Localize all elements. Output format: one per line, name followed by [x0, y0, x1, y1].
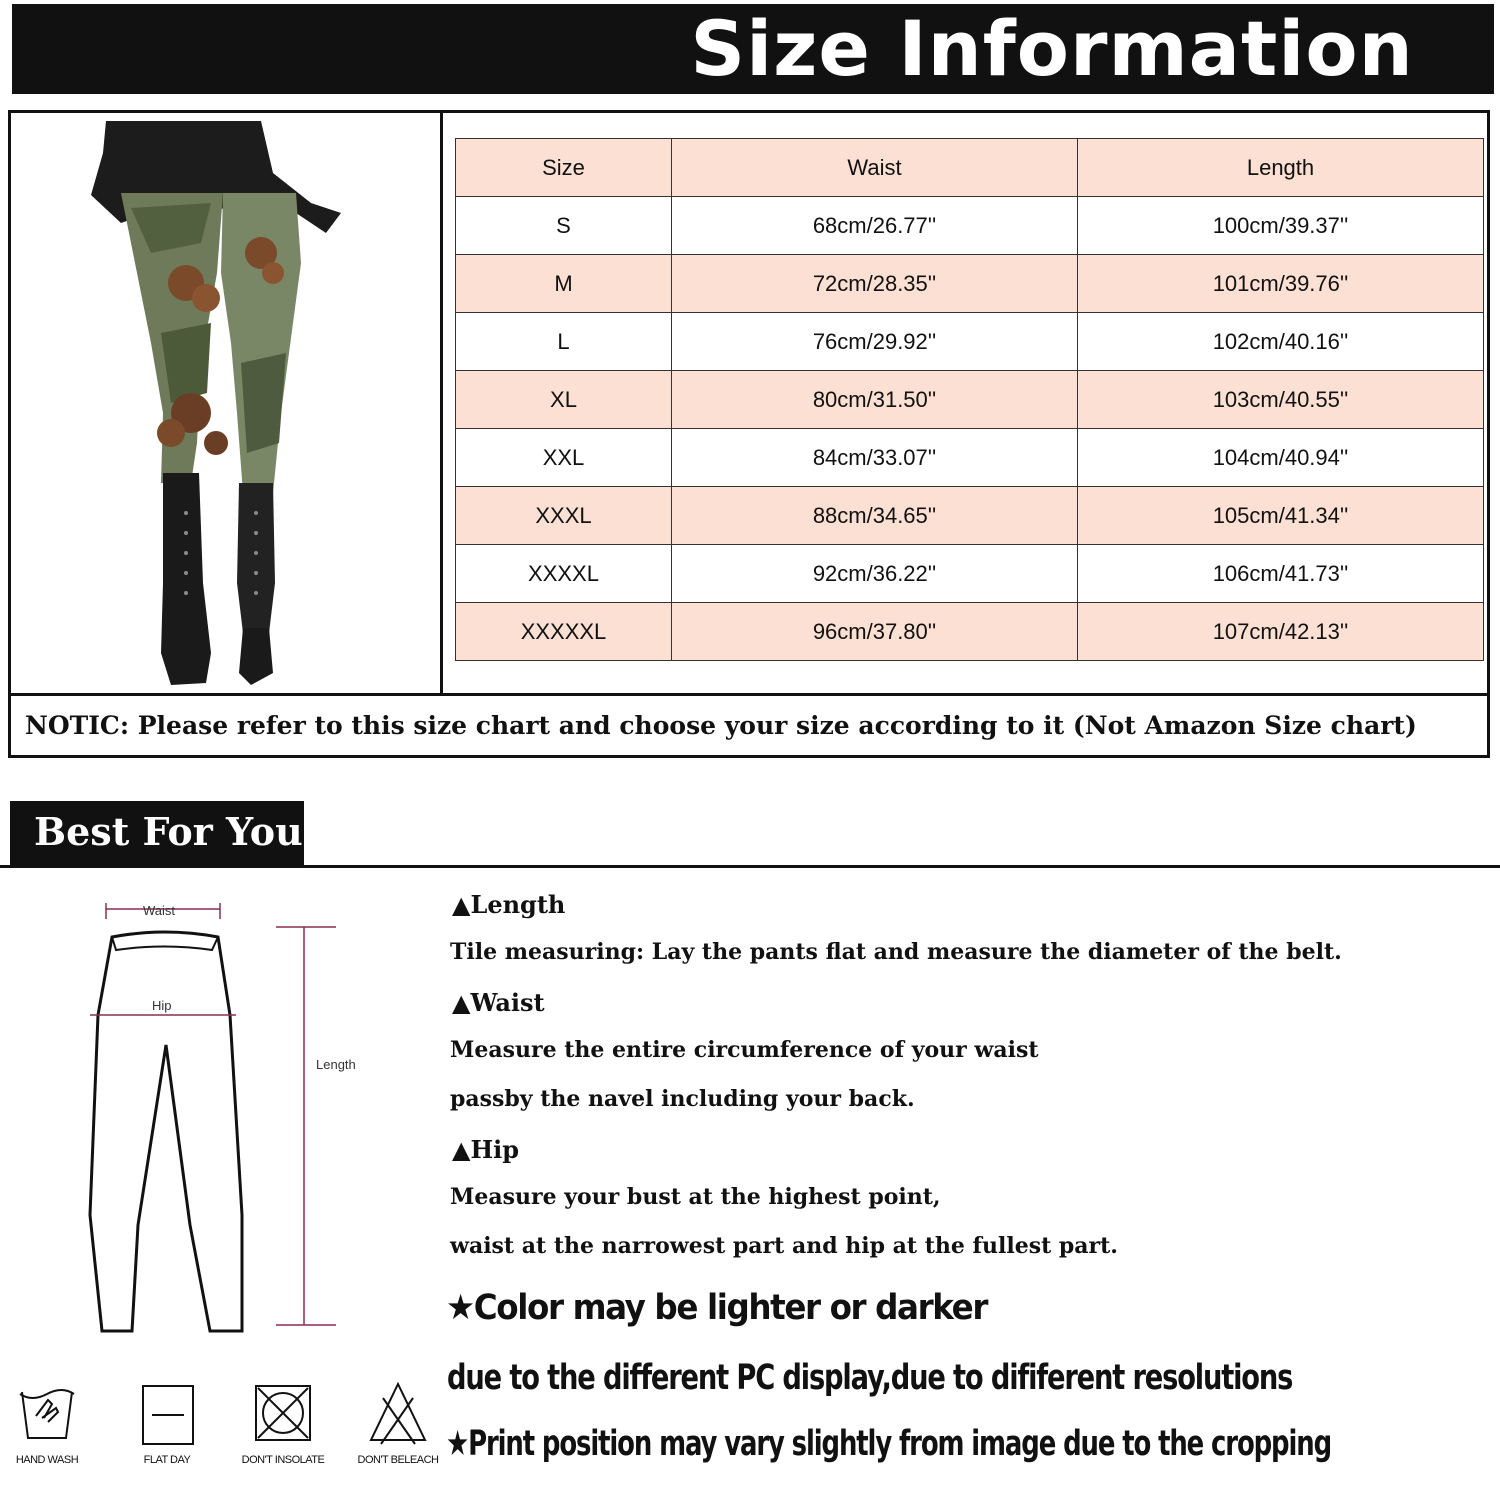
product-photo — [11, 113, 443, 693]
table-row — [456, 197, 1484, 255]
cell-length: 100cm/39.37'' — [1078, 197, 1484, 255]
column-header-length: Length — [1078, 139, 1484, 197]
title-bar — [12, 4, 1494, 94]
column-header-waist: Waist — [672, 139, 1078, 197]
cell-waist: 92cm/36.22'' — [672, 545, 1078, 603]
table-row — [456, 545, 1484, 603]
cell-size: L — [456, 313, 672, 371]
cell-waist: 76cm/29.92'' — [672, 313, 1078, 371]
column-header-size: Size — [456, 139, 672, 197]
care-flat-dry — [112, 1378, 222, 1466]
length-label: Length — [316, 1057, 356, 1072]
hip-heading: ▲Hip — [452, 1135, 520, 1164]
leggings-model-illustration — [11, 113, 440, 693]
cell-size: S — [456, 197, 672, 255]
flat-dry-icon — [132, 1378, 202, 1448]
length-instruction: Tile measuring: Lay the pants flat and measure the diameter of the belt. — [450, 939, 1342, 965]
cell-waist: 80cm/31.50'' — [672, 371, 1078, 429]
cell-length: 102cm/40.16'' — [1078, 313, 1484, 371]
care-do-not-bleach — [343, 1378, 453, 1466]
hip-instruction-line: Measure your bust at the highest point, — [450, 1184, 941, 1210]
table-header-row — [456, 139, 1484, 197]
cell-waist: 68cm/26.77'' — [672, 197, 1078, 255]
hand-wash-icon — [12, 1378, 82, 1448]
waist-instruction-line: passby the navel including your back. — [450, 1086, 915, 1112]
cell-size: XXXXL — [456, 545, 672, 603]
table-row — [456, 371, 1484, 429]
care-hand-wash — [0, 1378, 102, 1466]
table-row — [456, 603, 1484, 661]
cell-size: XXXL — [456, 487, 672, 545]
hip-label: Hip — [152, 998, 172, 1013]
cell-length: 101cm/39.76'' — [1078, 255, 1484, 313]
cell-size: XXXXXL — [456, 603, 672, 661]
cell-length: 103cm/40.55'' — [1078, 371, 1484, 429]
cell-waist: 84cm/33.07'' — [672, 429, 1078, 487]
color-note: ★Color may be lighter or darker — [446, 1288, 988, 1328]
table-row — [456, 313, 1484, 371]
do-not-bleach-icon — [363, 1378, 433, 1448]
length-heading: ▲Length — [452, 890, 566, 919]
page-title: Size Information — [690, 4, 1414, 93]
cell-length: 107cm/42.13'' — [1078, 603, 1484, 661]
care-label: HAND WASH — [15, 1454, 79, 1466]
best-for-you-tab — [10, 801, 304, 867]
table-row — [456, 487, 1484, 545]
care-label: FLAT DAY — [143, 1454, 191, 1466]
waist-instruction-line: Measure the entire circumference of your waist — [450, 1037, 1039, 1063]
cell-size: XL — [456, 371, 672, 429]
cell-length: 105cm/41.34'' — [1078, 487, 1484, 545]
cell-waist: 96cm/37.80'' — [672, 603, 1078, 661]
print-position-note: ★Print position may vary slightly from image due to the cropping — [446, 1424, 1332, 1464]
care-label: DON'T INSOLATE — [241, 1454, 325, 1466]
waist-heading: ▲Waist — [452, 988, 545, 1017]
pants-outline-icon — [60, 895, 390, 1345]
display-note: due to the different PC display,due to dififerent resolutions — [447, 1358, 1293, 1398]
cell-waist: 88cm/34.65'' — [672, 487, 1078, 545]
cell-size: XXL — [456, 429, 672, 487]
do-not-tumble-dry-icon — [248, 1378, 318, 1448]
care-do-not-insolate — [228, 1378, 338, 1466]
care-label: DON'T BELEACH — [357, 1454, 439, 1466]
table-row — [456, 255, 1484, 313]
section-divider — [0, 865, 1500, 868]
cell-waist: 72cm/28.35'' — [672, 255, 1078, 313]
cell-length: 106cm/41.73'' — [1078, 545, 1484, 603]
best-for-you-title: Best For You — [34, 809, 303, 854]
size-notice: NOTIC: Please refer to this size chart and choose your size according to it (Not Amazon Size chart) — [25, 711, 1417, 740]
cell-size: M — [456, 255, 672, 313]
size-table — [455, 138, 1484, 661]
hip-instruction-line: waist at the narrowest part and hip at the fullest part. — [450, 1233, 1118, 1259]
measurement-diagram — [60, 895, 390, 1345]
cell-length: 104cm/40.94'' — [1078, 429, 1484, 487]
table-row — [456, 429, 1484, 487]
size-notice-row — [11, 693, 1487, 755]
waist-label: Waist — [143, 903, 176, 918]
